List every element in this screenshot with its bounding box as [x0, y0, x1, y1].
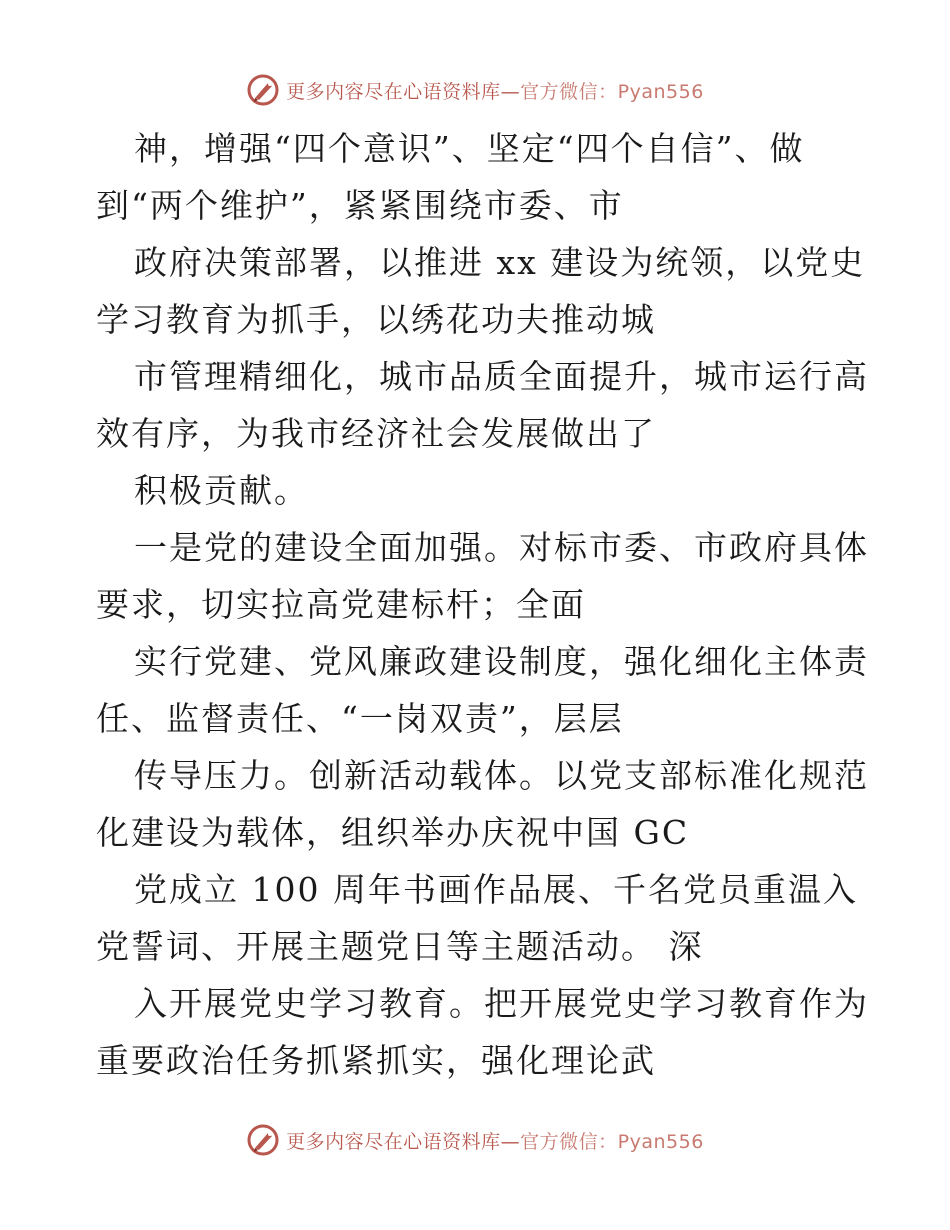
- body-line: 入开展党史学习教育。把开展党史学习教育作为: [134, 984, 869, 1023]
- banner-text: [286, 1127, 704, 1154]
- body-line: 政府决策部署，以推进 xx 建设为统领，以党史: [134, 243, 866, 282]
- pen-circle-logo-icon: [246, 1123, 280, 1157]
- body-line: 效有序，为我市经济社会发展做出了: [96, 414, 656, 453]
- document-body: [96, 120, 869, 1089]
- footer-banner: [0, 1120, 950, 1160]
- pen-circle-logo-icon: [246, 73, 280, 107]
- header-banner: [0, 70, 950, 110]
- body-line: 市管理精细化，城市品质全面提升，城市运行高: [134, 357, 869, 396]
- banner-wechat-text: 官方微信：Pyan556: [520, 1130, 704, 1153]
- body-line: 任、监督责任、“一岗双责”，层层: [96, 699, 624, 738]
- banner-main-text: 更多内容尽在心语资料库—: [286, 80, 521, 103]
- body-line: 一是党的建设全面加强。对标市委、市政府具体: [134, 528, 869, 567]
- body-line: 学习教育为抓手，以绣花功夫推动城: [96, 300, 656, 339]
- body-line: 要求，切实拉高党建标杆；全面: [96, 585, 586, 624]
- body-line: 到“两个维护”，紧紧围绕市委、市: [96, 186, 624, 225]
- body-line: 党成立 100 周年书画作品展、千名党员重温入: [134, 870, 858, 909]
- body-line: 实行党建、党风廉政建设制度，强化细化主体责: [134, 642, 869, 681]
- body-line: 重要政治任务抓紧抓实，强化理论武: [96, 1041, 656, 1080]
- body-line: 党誓词、开展主题党日等主题活动。 深: [96, 927, 704, 966]
- banner-text: [286, 77, 704, 104]
- body-line: 化建设为载体，组织举办庆祝中国 GC: [96, 813, 690, 852]
- banner-wechat-text: 官方微信：Pyan556: [520, 80, 704, 103]
- body-line: 神，增强“四个意识”、坚定“四个自信”、做: [134, 129, 805, 168]
- banner-main-text: 更多内容尽在心语资料库—: [286, 1130, 521, 1153]
- body-line: 积极贡献。: [134, 471, 309, 510]
- body-line: 传导压力。创新活动载体。以党支部标准化规范: [134, 756, 869, 795]
